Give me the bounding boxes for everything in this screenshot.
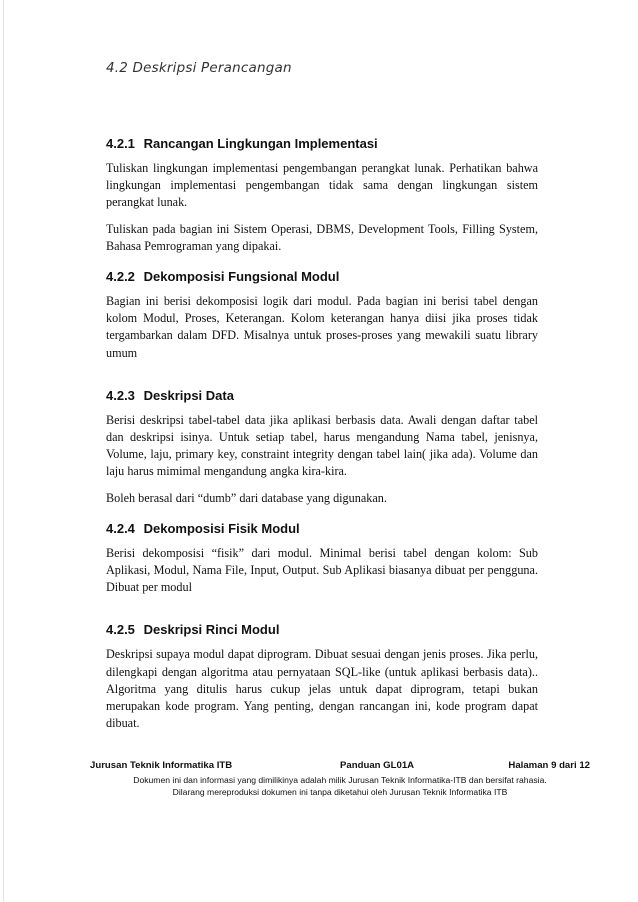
paragraph: Bagian ini berisi dekomposisi logik dari modul. Pada bagian ini berisi tabel dengan kolom Modul, Proses, Keterangan. Kolom keterangan hanya diisi jika proses tidak tergambarkan dalam DFD. Misalnya untuk proses-proses yang mewakili suatu library umum [106,294,538,360]
paragraph: Tuliskan lingkungan implementasi pengembangan perangkat lunak. Perhatikan bahwa lingkungan implementasi pengembangan tidak sama dengan lingkungan sistem perangkat lunak. [106,161,538,210]
section-4-2-3 [106,388,538,507]
footer-note-line: Dilarang mereproduksi dokumen ini tanpa diketahui oleh Jurusan Teknik Informatika ITB [172,787,508,797]
paragraph: Berisi deskripsi tabel-tabel data jika aplikasi berbasis data. Awali dengan daftar tabel dan deskripsi isinya. Untuk setiap tabel, harus mengandung Nama tabel, jenisnya, Volume, laju, primary key, constraint integrity dengan tabel lain( jika ada). Volume dan laju harus mimimal mengandung angka kira-kira. [106,412,538,479]
section-heading [106,622,538,637]
page-footer [90,760,590,798]
section-number: 4.2.1 [106,136,135,151]
document-body [106,136,538,741]
section-number: 4.2.4 [106,520,135,536]
paragraph: Deskripsi supaya modul dapat diprogram. Dibuat sesuai dengan jenis proses. Jika perlu, dilengkapi dengan algoritma atau pernyataan SQL-like (untuk aplikasi berbasis data).. Algoritma yang ditulis harus cukup jelas untuk dapat diprogram, tetapi bukan merupakan kode program. Yang penting, dengan rancangan ini, kode program dapat dibuat. [106,647,538,731]
paragraph: Boleh berasal dari “dumb” dari database yang digunakan. [106,490,387,505]
section-number: 4.2.3 [106,387,135,403]
footer-document-id: Panduan GL01A [340,760,415,771]
footer-department: Jurusan Teknik Informatika ITB [90,760,233,771]
section-4-2-4 [106,521,538,597]
page-edge [3,0,4,902]
section-4-2-1 [106,136,538,255]
section-heading [106,136,538,151]
section-heading [106,269,538,284]
footer-note-line: Dokumen ini dan informasi yang dimilikinya adalah milik Jurusan Teknik Informatika-ITB dan bersifat rahasia. [133,775,547,785]
paragraph: Tuliskan pada bagian ini Sistem Operasi, DBMS, Development Tools, Filling System, Bahasa Pemrograman yang dipakai. [106,221,538,253]
section-heading [106,521,538,536]
section-4-2-2 [106,269,538,362]
footer-confidentiality-note [90,774,590,798]
section-title: Deskripsi Rinci Modul [143,622,280,638]
section-title: Rancangan Lingkungan Implementasi [143,136,378,151]
section-title: Dekomposisi Fungsional Modul [143,269,340,285]
chapter-title: 4.2 Deskripsi Perancangan [106,60,292,76]
section-4-2-5 [106,622,538,732]
footer-row [90,760,590,771]
paragraph: Berisi dekomposisi “fisik” dari modul. Minimal berisi tabel dengan kolom: Sub Aplikasi, Modul, Nama File, Input, Output. Sub Aplikasi biasanya dibuat per pengguna. Dibuat per modul [106,545,538,595]
section-number: 4.2.5 [106,622,135,638]
section-number: 4.2.2 [106,269,135,285]
section-title: Deskripsi Data [143,387,234,403]
section-heading [106,388,538,403]
section-title: Dekomposisi Fisik Modul [143,520,300,536]
footer-page-number: Halaman 9 dari 12 [508,760,590,771]
